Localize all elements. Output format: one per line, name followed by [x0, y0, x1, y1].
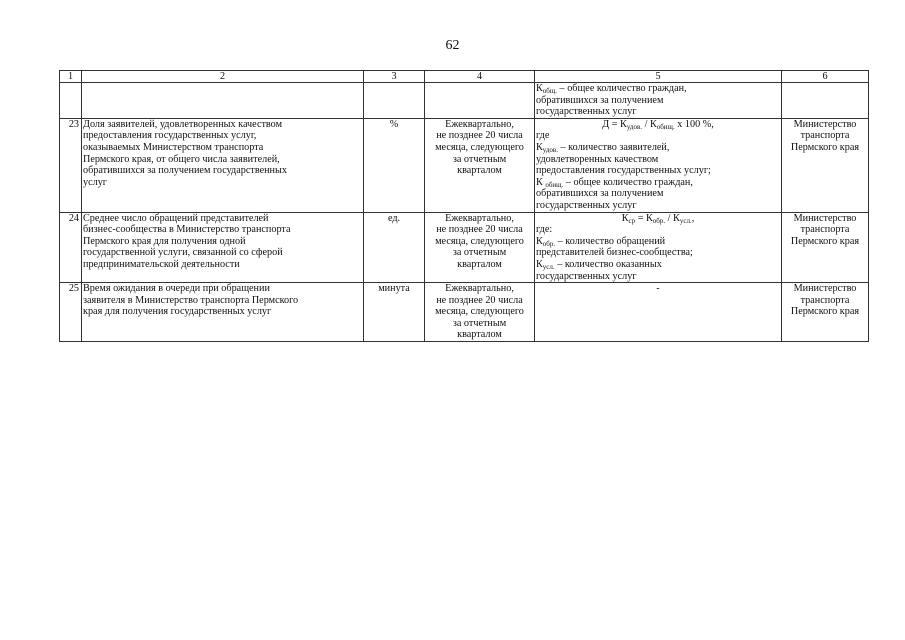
formula-line — [536, 165, 780, 177]
formula-text: представителей бизнес-сообщества; — [536, 247, 693, 259]
cell-number — [60, 83, 82, 119]
column-number: 2 — [82, 71, 364, 83]
formula-subscript: обр. — [652, 216, 666, 225]
indicator-row — [60, 212, 869, 283]
formula-main — [536, 119, 780, 131]
formula-text: – количество заявителей, — [557, 141, 670, 153]
formula-line — [536, 106, 780, 118]
page-number: 62 — [445, 38, 460, 53]
cell-number: 25 — [60, 283, 82, 342]
cell-formula — [535, 83, 782, 119]
formula-subscript: удов. — [542, 145, 558, 154]
formula-line — [536, 130, 780, 142]
period-line: месяца, следующего — [435, 306, 524, 318]
formula-line — [536, 236, 780, 248]
formula-text: государственных услуг — [536, 199, 637, 211]
name-line: Среднее число обращений представителей — [83, 212, 269, 224]
formula-subscript: обищ. — [545, 180, 564, 189]
formula-text: государственных услуг — [536, 270, 637, 282]
column-number: 4 — [425, 71, 535, 83]
formula-text: / К — [665, 212, 680, 224]
column-number: 3 — [364, 71, 425, 83]
name-line: Доля заявителей, удовлетворенных качеством — [83, 118, 283, 130]
cell-number: 23 — [60, 118, 82, 212]
name-line: обратившихся за получением государственных — [83, 165, 287, 177]
formula-text: К — [536, 176, 546, 188]
period-line: кварталом — [457, 329, 502, 341]
formula-text: К — [536, 235, 543, 247]
period-line: Ежеквартально, — [445, 212, 514, 224]
period-line: Ежеквартально, — [445, 283, 514, 295]
formula-text: обратившихся за получением — [536, 188, 664, 200]
formula-subscript: усл. — [542, 262, 555, 271]
responsible-line: Пермского края — [790, 306, 860, 318]
cell-name — [82, 212, 364, 283]
formula-main — [536, 213, 780, 225]
formula-text: – количество оказанных — [554, 258, 662, 270]
cell-formula — [535, 283, 782, 342]
formula-subscript: усл. — [679, 216, 692, 225]
cell-period — [425, 118, 535, 212]
formula-text: где: — [536, 224, 553, 236]
period-line: за отчетным — [452, 153, 507, 165]
period-line: месяца, следующего — [435, 141, 524, 153]
formula-line — [536, 177, 780, 189]
period-line: за отчетным — [452, 317, 507, 329]
name-line: государственной услуги, связанной со сферой — [83, 247, 283, 259]
formula-text: - — [656, 283, 660, 295]
cell-name — [82, 283, 364, 342]
formula-text: К — [621, 212, 629, 224]
formula-line — [536, 95, 780, 107]
formula-text: – количество обращений — [555, 235, 666, 247]
cell-responsible — [782, 283, 869, 342]
indicator-row — [60, 118, 869, 212]
formula-text: К — [536, 258, 543, 270]
cell-formula — [535, 118, 782, 212]
name-line: Время ожидания в очереди при обращении — [83, 283, 270, 295]
responsible-line: Пермского края — [790, 141, 860, 153]
formula-text: , — [691, 212, 695, 224]
cell-number: 24 — [60, 212, 82, 283]
formula-subscript: обищ. — [656, 122, 675, 131]
period-line: месяца, следующего — [435, 235, 524, 247]
cell-period — [425, 283, 535, 342]
formula-subscript: обр. — [542, 239, 556, 248]
formula-text: где — [536, 130, 550, 142]
name-line: края для получения государственных услуг — [83, 306, 272, 318]
cell-responsible — [782, 212, 869, 283]
name-line: Пермского края для получения одной — [83, 235, 246, 247]
formula-subscript: общ. — [542, 87, 557, 95]
cell-responsible — [782, 83, 869, 119]
period-line: не позднее 20 числа — [436, 130, 523, 142]
cell-period — [425, 212, 535, 283]
responsible-line: Министерство — [793, 118, 857, 130]
formula-line — [536, 142, 780, 154]
responsible-line: Министерство — [793, 283, 857, 295]
responsible-line: транспорта — [800, 224, 850, 236]
indicators-table — [59, 70, 869, 342]
cell-name — [82, 118, 364, 212]
formula-subscript: удов. — [626, 122, 643, 131]
cell-unit: ед. — [364, 212, 425, 283]
column-number: 6 — [782, 71, 869, 83]
formula-main — [536, 283, 780, 295]
period-line: кварталом — [457, 258, 502, 270]
period-line: Ежеквартально, — [445, 118, 514, 130]
cell-name — [82, 83, 364, 119]
column-number: 1 — [60, 71, 82, 83]
formula-text: государственных услуг — [536, 106, 637, 118]
cell-formula — [535, 212, 782, 283]
formula-text: К — [536, 83, 543, 94]
formula-text: = К — [635, 212, 653, 224]
name-line: предоставления государственных услуг, — [83, 130, 257, 142]
name-line: заявителя в Министерство транспорта Пермского — [83, 294, 299, 306]
formula-text: х 100 %, — [674, 118, 714, 130]
formula-line — [536, 224, 780, 236]
name-line: Пермского края, от общего числа заявителей, — [83, 153, 280, 165]
responsible-line: транспорта — [800, 130, 850, 142]
period-line: не позднее 20 числа — [436, 294, 523, 306]
formula-line — [536, 83, 780, 95]
column-number: 5 — [535, 71, 782, 83]
formula-line — [536, 200, 780, 212]
formula-subscript: ср — [628, 216, 636, 225]
period-line: за отчетным — [452, 247, 507, 259]
cell-unit: минута — [364, 283, 425, 342]
name-line: услуг — [83, 176, 107, 188]
formula-line — [536, 271, 780, 283]
cell-responsible — [782, 118, 869, 212]
formula-text: – общее количество граждан, — [557, 83, 687, 94]
responsible-line: Пермского края — [790, 235, 860, 247]
formula-text: – общее количество граждан, — [563, 176, 693, 188]
column-numbers-row — [60, 71, 869, 83]
cell-unit — [364, 83, 425, 119]
name-line: бизнес-сообщества в Министерство транспорта — [83, 224, 291, 236]
formula-line — [536, 247, 780, 259]
period-line: не позднее 20 числа — [436, 224, 523, 236]
cell-unit: % — [364, 118, 425, 212]
formula-text: / К — [642, 118, 657, 130]
name-line: предпринимательской деятельности — [83, 258, 240, 270]
formula-line — [536, 259, 780, 271]
formula-text: удовлетворенных качеством — [536, 153, 659, 165]
period-line: кварталом — [457, 165, 502, 177]
continuation-row — [60, 83, 869, 119]
indicator-row — [60, 283, 869, 342]
cell-period — [425, 83, 535, 119]
formula-line — [536, 154, 780, 166]
formula-text: предоставления государственных услуг; — [536, 165, 711, 177]
responsible-line: Министерство — [793, 212, 857, 224]
name-line: оказываемых Министерством транспорта — [83, 141, 264, 153]
formula-text: К — [536, 141, 543, 153]
formula-line — [536, 188, 780, 200]
formula-text: обратившихся за получением — [536, 94, 664, 106]
formula-text: Д = К — [602, 118, 627, 130]
responsible-line: транспорта — [800, 294, 850, 306]
